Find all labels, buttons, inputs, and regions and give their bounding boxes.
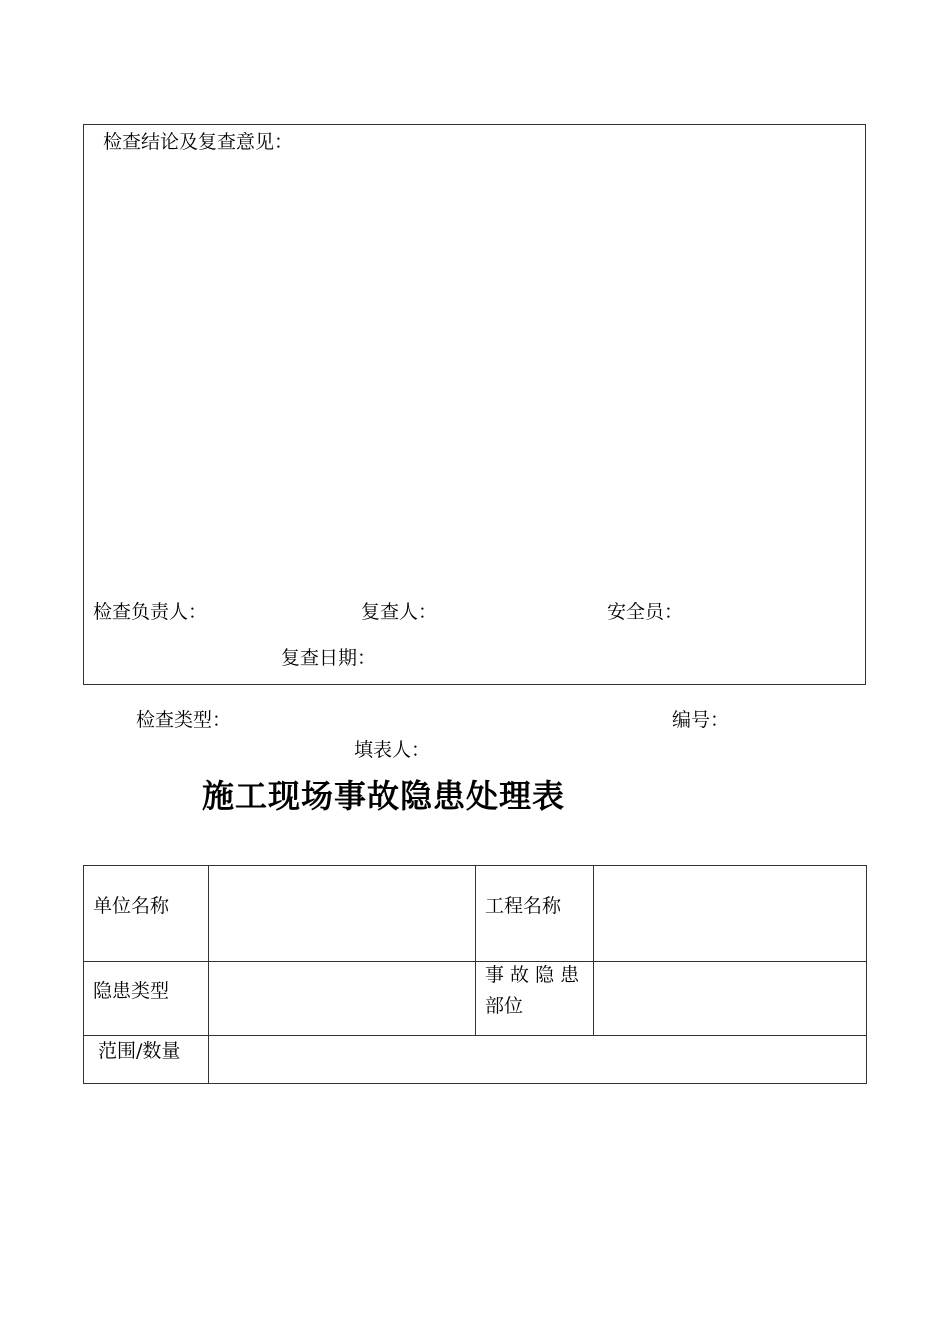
safety-officer-label: 安全员： <box>607 601 684 623</box>
form-title: 施工现场事故隐患处理表 <box>202 777 566 815</box>
review-date-label: 复查日期： <box>281 647 377 669</box>
number-label: 编号： <box>672 709 730 731</box>
hazard-table <box>83 865 867 1084</box>
inspection-type-label: 检查类型： <box>136 709 232 731</box>
column-divider <box>475 866 476 1035</box>
project-name-label: 工程名称 <box>485 895 562 917</box>
column-divider <box>593 866 594 1035</box>
scope-quantity-label: 范围/数量 <box>98 1040 181 1062</box>
reviewer-label: 复查人： <box>361 601 438 623</box>
review-comments-area[interactable] <box>100 160 850 580</box>
unit-name-label: 单位名称 <box>93 895 170 917</box>
hazard-location-label-line1: 事 故 隐 患 <box>485 964 580 986</box>
filled-by-label: 填表人： <box>354 739 431 761</box>
row-divider <box>84 1035 866 1036</box>
hazard-location-label-line2: 部位 <box>485 995 524 1017</box>
column-divider <box>208 866 209 1083</box>
inspector-label: 检查负责人： <box>93 601 208 623</box>
hazard-type-label: 隐患类型 <box>93 980 170 1002</box>
review-heading: 检查结论及复查意见： <box>103 131 294 153</box>
